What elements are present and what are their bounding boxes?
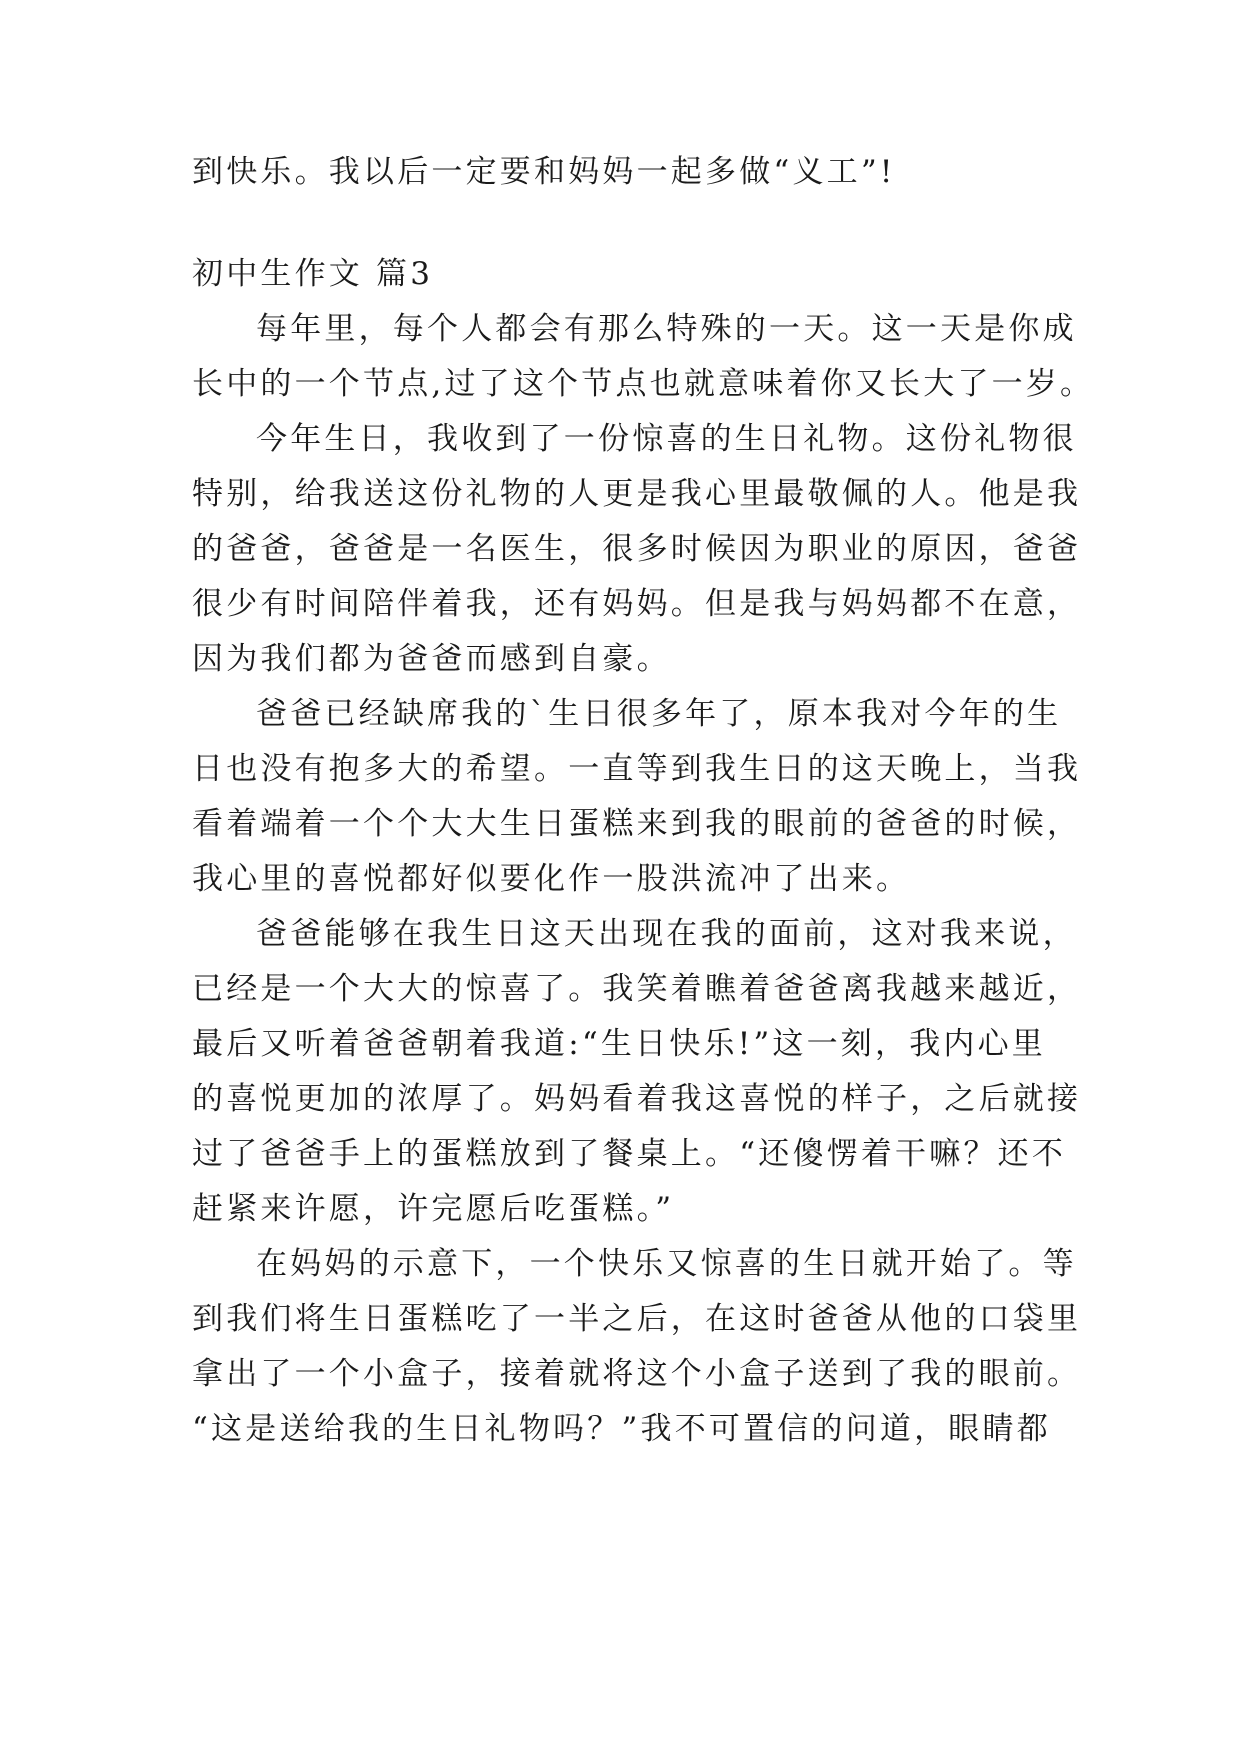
text-line: 的喜悦更加的浓厚了。妈妈看着我这喜悦的样子，之后就接	[192, 1081, 1082, 1117]
text-line: 特别，给我送这份礼物的人更是我心里最敬佩的人。他是我	[192, 476, 1082, 512]
text-line: 到快乐。我以后一定要和妈妈一起多做“义工”!	[192, 154, 896, 190]
text-line: 拿出了一个小盒子，接着就将这个小盒子送到了我的眼前。	[192, 1356, 1082, 1392]
section-heading: 初中生作文 篇3	[192, 256, 434, 292]
text-line: 我心里的喜悦都好似要化作一股洪流冲了出来。	[192, 861, 911, 897]
text-line: 长中的一个节点,过了这个节点也就意味着你又长大了一岁。	[192, 366, 1095, 402]
text-line: “这是送给我的生日礼物吗？”我不可置信的问道，眼睛都	[192, 1411, 1051, 1447]
text-line: 很少有时间陪伴着我，还有妈妈。但是我与妈妈都不在意，	[192, 586, 1082, 622]
text-line: 过了爸爸手上的蛋糕放到了餐桌上。“还傻愣着干嘛？还不	[192, 1136, 1067, 1172]
text-line: 到我们将生日蛋糕吃了一半之后，在这时爸爸从他的口袋里	[192, 1301, 1082, 1337]
text-line: 最后又听着爸爸朝着我道:“生日快乐!”这一刻，我内心里	[192, 1026, 1046, 1062]
text-line: 看着端着一个个大大生日蛋糕来到我的眼前的爸爸的时候，	[192, 806, 1082, 842]
text-line: 赶紧来许愿，许完愿后吃蛋糕。”	[192, 1191, 675, 1227]
text-line: 日也没有抱多大的希望。一直等到我生日的这天晚上，当我	[192, 751, 1082, 787]
text-line: 的爸爸，爸爸是一名医生，很多时候因为职业的原因，爸爸	[192, 531, 1082, 567]
text-line: 今年生日，我收到了一份惊喜的生日礼物。这份礼物很	[256, 421, 1077, 457]
text-line: 因为我们都为爸爸而感到自豪。	[192, 641, 671, 677]
text-line: 在妈妈的示意下，一个快乐又惊喜的生日就开始了。等	[256, 1246, 1077, 1282]
text-line: 爸爸能够在我生日这天出现在我的面前，这对我来说，	[256, 916, 1077, 952]
text-line: 已经是一个大大的惊喜了。我笑着瞧着爸爸离我越来越近，	[192, 971, 1082, 1007]
text-line: 每年里，每个人都会有那么特殊的一天。这一天是你成	[256, 311, 1077, 347]
text-line: 爸爸已经缺席我的`生日很多年了，原本我对今年的生	[256, 696, 1062, 732]
